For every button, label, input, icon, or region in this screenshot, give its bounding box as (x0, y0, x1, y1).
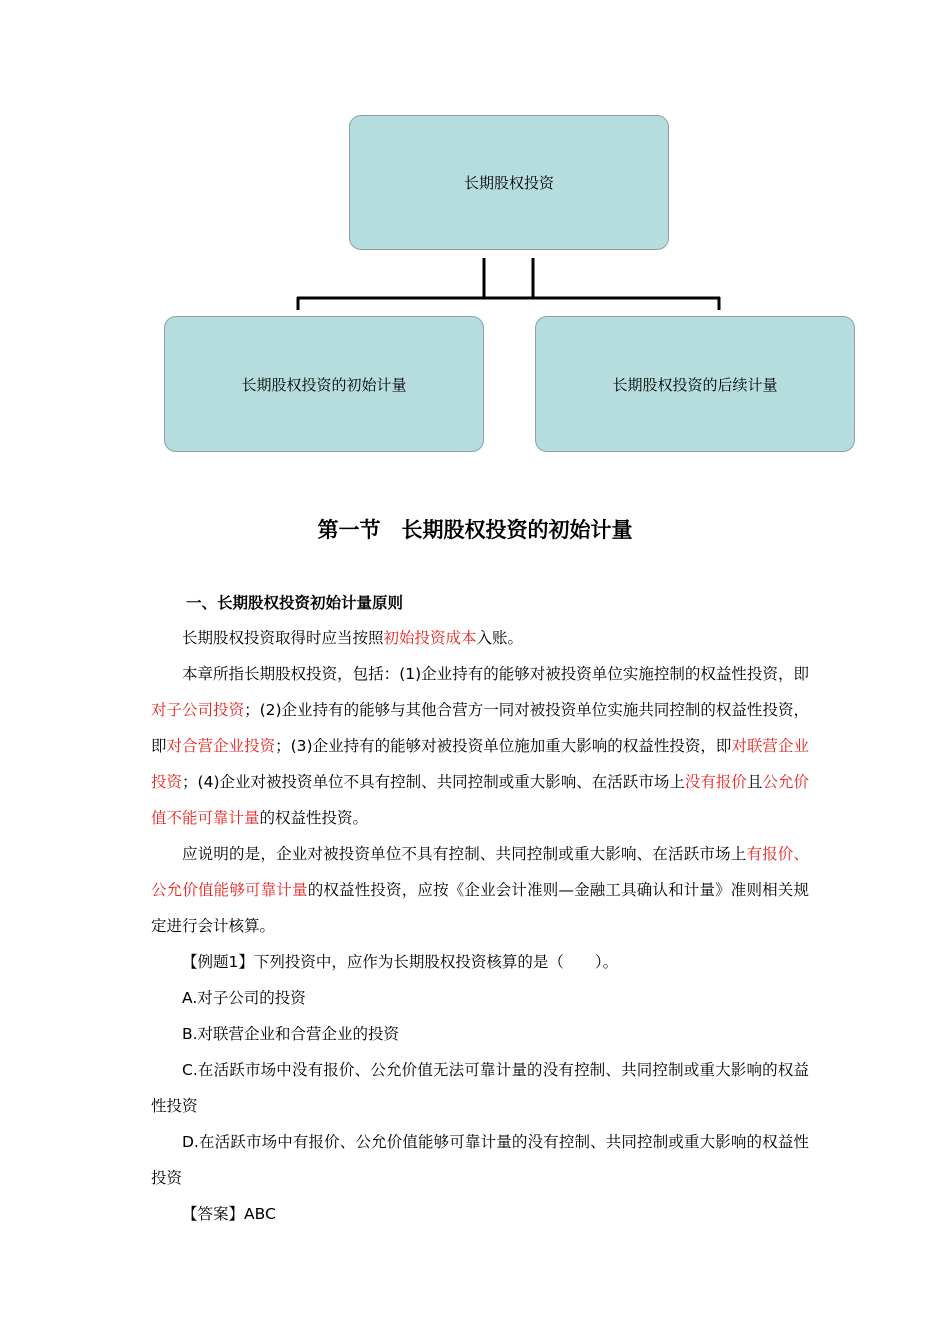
question-stem: 【例题1】下列投资中，应作为长期股权投资核算的是（ ）。 (182, 953, 619, 971)
section-title: 第一节 长期股权投资的初始计量 (317, 518, 633, 542)
diagram-left-node (164, 316, 484, 452)
answer: 【答案】ABC (182, 1205, 276, 1223)
highlight-text: 对子公司投资 (151, 701, 245, 719)
diagram-left-label: 长期股权投资的初始计量 (241, 375, 407, 394)
sub-heading: 一、长期股权投资初始计量原则 (186, 594, 404, 612)
highlight-text: 公允价值不能可靠计量 (151, 773, 809, 827)
diagram-root-label: 长期股权投资 (463, 174, 554, 192)
highlight-text: 没有报价 (684, 773, 747, 791)
option-d: D.在活跃市场中有报价、公允价值能够可靠计量的没有控制、共同控制或重大影响的权益性投资 (151, 1133, 809, 1187)
text-run: ；(3)企业持有的能够对被投资单位施加重大影响的权益性投资，即 (275, 737, 732, 755)
diagram-right-label: 长期股权投资的后续计量 (612, 375, 778, 394)
text-run: 的权益性投资。 (259, 809, 369, 827)
text-run: 长期股权投资取得时应当按照 (182, 629, 384, 647)
highlight-text: 对合营企业投资 (166, 737, 276, 755)
option-a: A.对子公司的投资 (182, 989, 306, 1007)
text-run: 且 (746, 773, 763, 791)
diagram-right-node (535, 316, 855, 452)
text-run: 的权益性投资，应按《企业会计准则—金融工具确认和计量》准则相关规定进行会计核算。 (151, 881, 809, 935)
diagram-connector (0, 0, 950, 330)
paragraph-3 (151, 836, 809, 944)
text-run: 本章所指长期股权投资，包括：(1)企业持有的能够对被投资单位实施控制的权益性投资，即 (182, 665, 809, 683)
option-c: C.在活跃市场中没有报价、公允价值无法可靠计量的没有控制、共同控制或重大影响的权益性投资 (151, 1061, 809, 1115)
paragraph-2 (151, 656, 809, 836)
option-b: B.对联营企业和合营企业的投资 (182, 1025, 400, 1043)
highlight-text: 有报价、公允价值能够可靠计量 (151, 845, 809, 899)
highlight-text: 初始投资成本 (383, 629, 477, 647)
body-content (151, 620, 809, 1232)
text-run: 入账。 (476, 629, 524, 647)
paragraph-1 (151, 620, 809, 656)
text-run: 应说明的是，企业对被投资单位不具有控制、共同控制或重大影响、在活跃市场上 (182, 845, 747, 863)
highlight-text: 对联营企业投资 (151, 737, 809, 791)
text-run: ；(4)企业对被投资单位不具有控制、共同控制或重大影响、在活跃市场上 (182, 773, 685, 791)
text-run: ；(2)企业持有的能够与其他合营方一同对被投资单位实施共同控制的权益性投资，即 (151, 701, 809, 755)
